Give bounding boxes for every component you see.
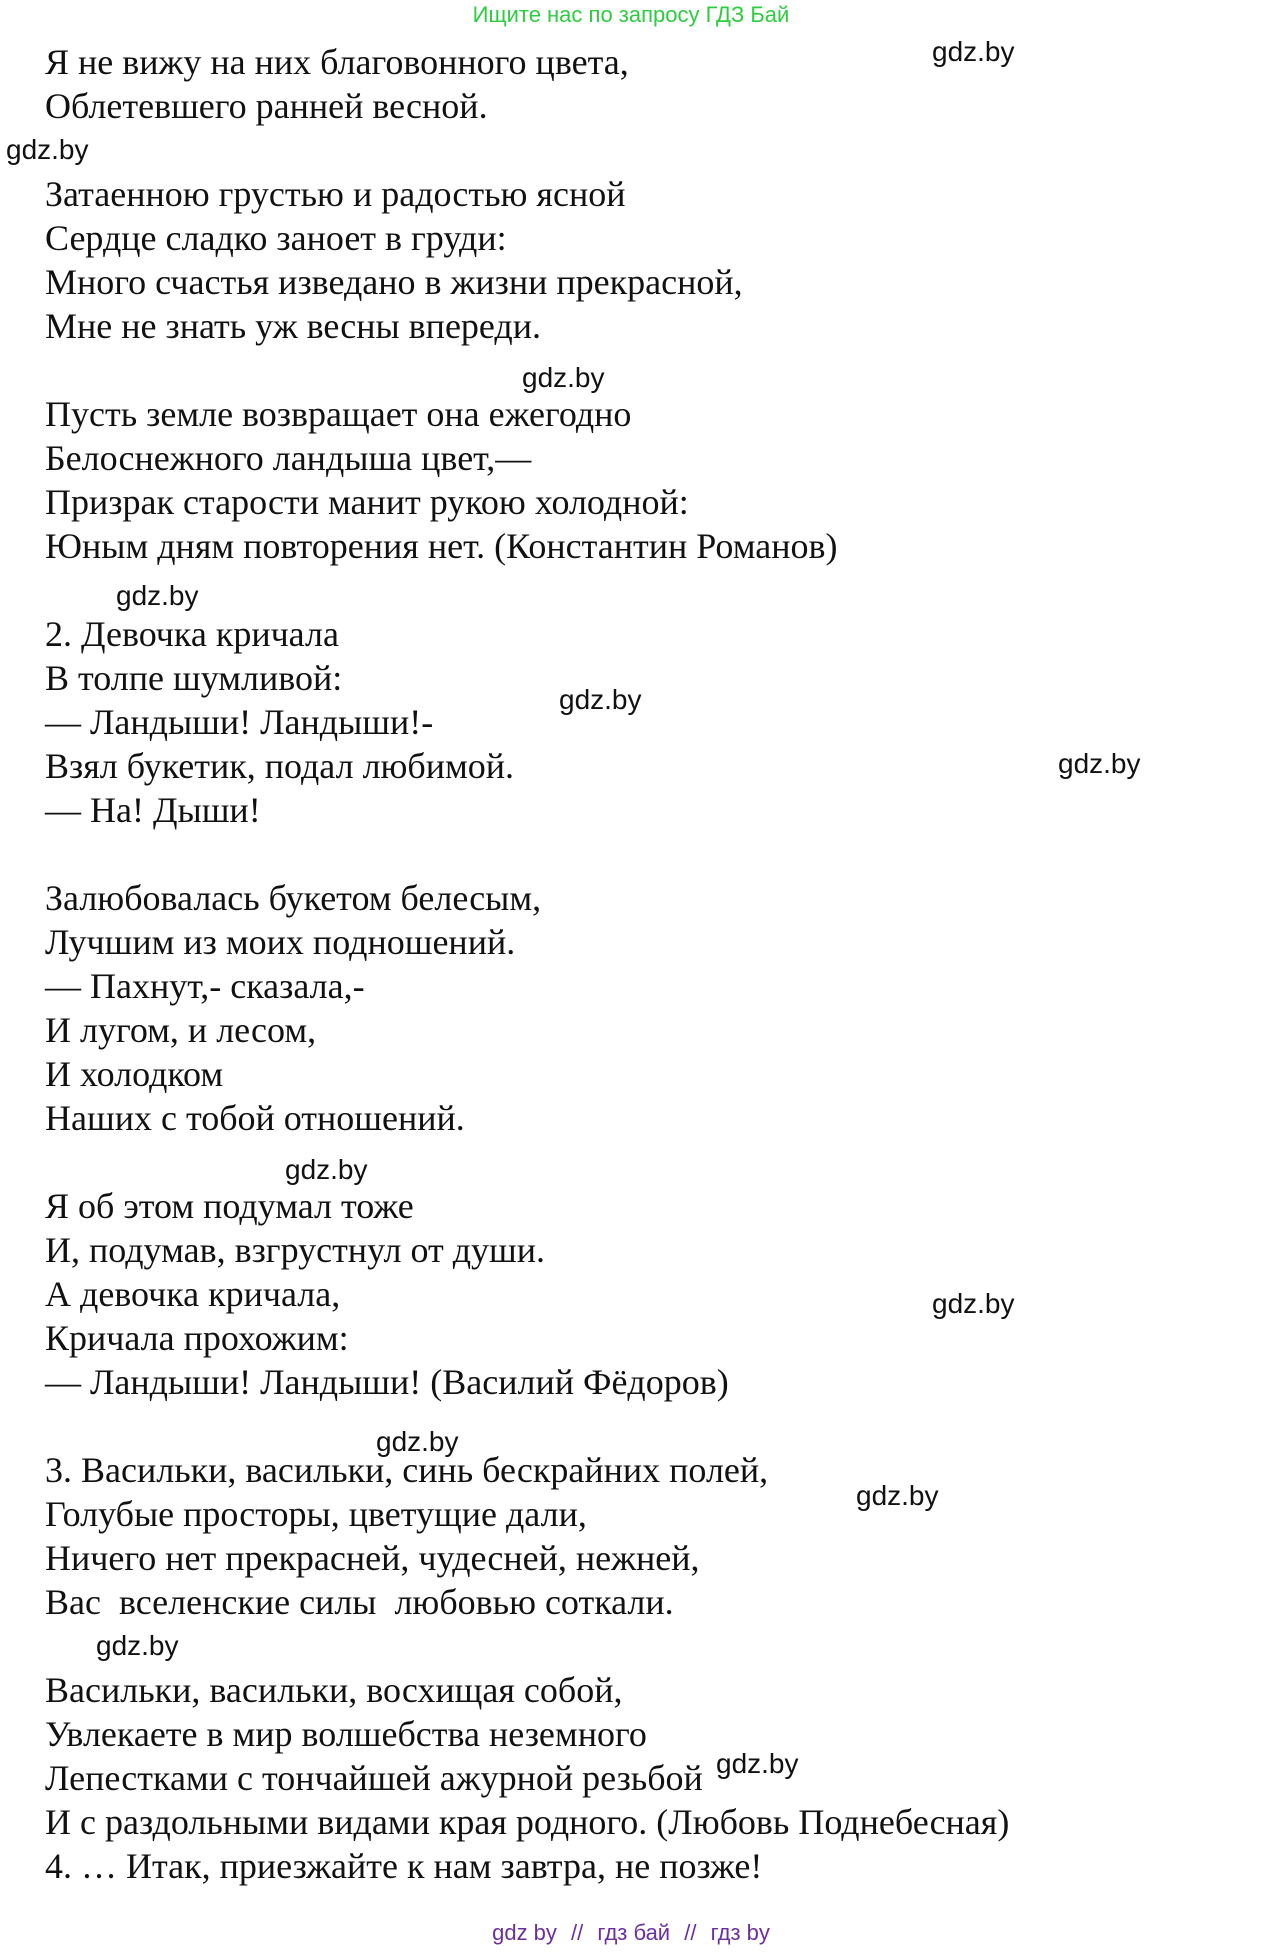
footer-separator: // (571, 1920, 584, 1945)
stanza-gap (45, 1624, 1009, 1668)
footer-link-gdz-by[interactable]: gdz by (492, 1920, 557, 1945)
poem-line: Ничего нет прекрасней, чудесней, нежней, (45, 1538, 700, 1578)
poem-line: Голубые просторы, цветущие дали, (45, 1494, 587, 1534)
poem-line: Я не вижу на них благовонного цвета, (45, 42, 629, 82)
poem-line: — Ландыши! Ландыши!- (45, 702, 434, 742)
poem-line: Пусть земле возвращает она ежегодно (45, 394, 632, 434)
poem-line: И холодком (45, 1054, 224, 1094)
watermark: gdz.by (559, 684, 642, 715)
footer-links (0, 1920, 1262, 1946)
poem-line: Васильки, васильки, восхищая собой, (45, 1670, 623, 1710)
poem-line: И, подумав, взгрустнул от души. (45, 1230, 546, 1270)
poem-line: Призрак старости манит рукою холодной: (45, 482, 689, 522)
poem-line: И лугом, и лесом, (45, 1010, 317, 1050)
poem-line: Юным дням повторения нет. (Константин Романов) (45, 526, 838, 566)
watermark: gdz.by (1058, 748, 1141, 779)
poem-line: В толпе шумливой: (45, 658, 343, 698)
footer-link-gdz-by-cyr[interactable]: гдз by (710, 1920, 770, 1945)
poem-line: Вас вселенские силы любовью соткали. (45, 1582, 674, 1622)
stanza-gap (45, 1404, 1009, 1448)
poem-line: — На! Дыши! (45, 790, 261, 830)
header-search-link[interactable]: Ищите нас по запросу ГДЗ Бай (472, 2, 790, 27)
stanza-gap (45, 832, 1009, 876)
poem-line: Взял букетик, подал любимой. (45, 746, 515, 786)
poem-line: Белоснежного ландыша цвет,— (45, 438, 532, 478)
poem-line: 4. … Итак, приезжайте к нам завтра, не позже! (45, 1846, 763, 1886)
poem-line: А девочка кричала, (45, 1274, 341, 1314)
watermark: gdz.by (96, 1630, 179, 1661)
footer-link-gdz-bai[interactable]: гдз бай (597, 1920, 671, 1945)
poem-line: Увлекаете в мир волшебства неземного (45, 1714, 647, 1754)
watermark: gdz.by (716, 1748, 799, 1779)
poem-line: — Пахнут,- сказала,- (45, 966, 365, 1006)
poem-line: И с раздольными видами края родного. (Любовь Поднебесная) (45, 1802, 1010, 1842)
poem-line: Залюбовалась букетом белесым, (45, 878, 542, 918)
poem-line: Затаенною грустью и радостью ясной (45, 174, 626, 214)
watermark: gdz.by (522, 362, 605, 393)
footer-separator: // (684, 1920, 697, 1945)
poem-line: Сердце сладко заноет в груди: (45, 218, 507, 258)
poem-text (45, 40, 1009, 1888)
poem-line: Много счастья изведано в жизни прекрасной, (45, 262, 743, 302)
stanza-gap (45, 1140, 1009, 1184)
poem-line: 2. Девочка кричала (45, 614, 339, 654)
watermark: gdz.by (932, 1288, 1015, 1319)
watermark: gdz.by (376, 1426, 459, 1457)
poem-line: Лучшим из моих подношений. (45, 922, 516, 962)
watermark: gdz.by (285, 1154, 368, 1185)
stanza-gap (45, 128, 1009, 172)
watermark: gdz.by (116, 580, 199, 611)
poem-line: Я об этом подумал тоже (45, 1186, 414, 1226)
watermark: gdz.by (6, 134, 89, 165)
poem-line: Облетевшего ранней весной. (45, 86, 488, 126)
poem-line: Кричала прохожим: (45, 1318, 349, 1358)
poem-line: — Ландыши! Ландыши! (Василий Фёдоров) (45, 1362, 729, 1402)
poem-line: Лепестками с тончайшей ажурной резьбой (45, 1758, 703, 1798)
watermark: gdz.by (932, 36, 1015, 67)
poem-line: 3. Васильки, васильки, синь бескрайних полей, (45, 1450, 769, 1490)
poem-line: Мне не знать уж весны впереди. (45, 306, 542, 346)
poem-line: Наших с тобой отношений. (45, 1098, 465, 1138)
watermark: gdz.by (856, 1480, 939, 1511)
